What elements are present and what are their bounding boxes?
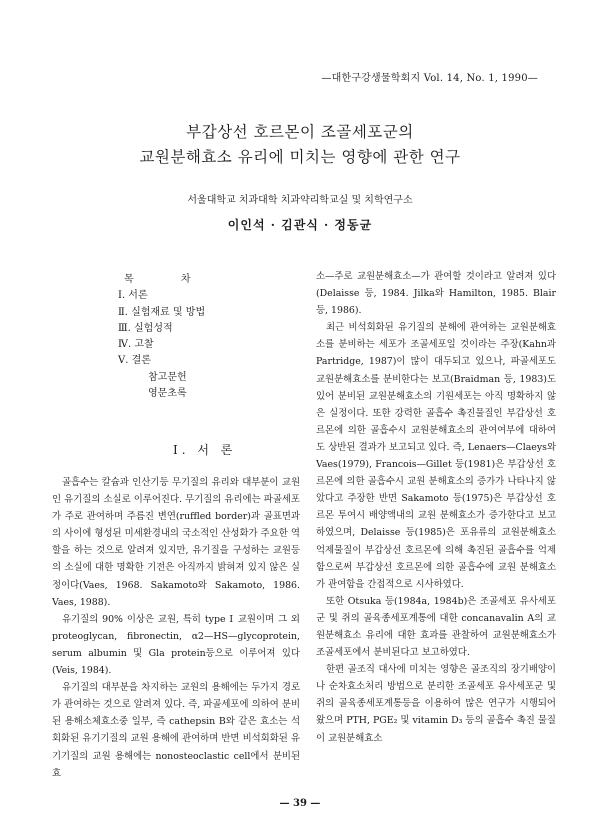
toc-item-results: Ⅲ. 실험성적 (118, 322, 173, 334)
paragraph: 한편 골조직 대사에 미치는 영향은 골조직의 장기배양이나 순차효소처리 방법으로 분리한 조골세포 유사세포군 및 쥐의 골육종세포계통등을 이용하여 많은 연구가 시행되어 왔으며 PTH, PGE₂ 및 vitamin D₃ 등의 골흡수 촉진 물질이 교원분해효소 (316, 664, 556, 744)
paragraph: 유기질의 대부분을 차지하는 교원의 용해에는 두가지 경로가 관여하는 것으로 알려져 있다. 즉, 파골세포에 의하여 분비된 용해소체효소중 일부, 즉 cathepsin B와 같은 효소는 석회화된 유기기질의 교원 용해에 관여하며 반면 비석회화된 유기기질의 교원 용해에는 nonosteoclastic cell에서 분비된 효 (52, 682, 300, 779)
affiliation: 서울대학교 치과대학 치과약리학교실 및 치학연구소 (187, 195, 413, 206)
toc-item-introduction: Ⅰ. 서론 (118, 290, 148, 302)
toc-item-conclusion: Ⅴ. 결론 (118, 355, 151, 367)
paragraph: 또한 Otsuka 등(1984a, 1984b)은 조골세포 유사세포군 및 쥐의 골육종세포계통에 대한 concanavalin A의 교원분해효소 유리에 대한 효과를 관찰하여 교원분해효소가 조골세포에서 분비된다고 보고하였다. (316, 595, 556, 659)
toc-item-discussion: Ⅳ. 고찰 (118, 339, 154, 351)
title-line-1: 부갑상선 호르몬이 조골세포군의 (186, 123, 414, 141)
paragraph: 소—주로 교원분해효소—가 관여할 것이라고 알려져 있다(Delaisse 등, 1984. Jilka와 Hamilton, 1985. Blair 등, 1986). (316, 271, 556, 317)
page-number: — 39 — (279, 798, 321, 809)
article-title (0, 120, 600, 170)
paragraph: 유기질의 90% 이상은 교원, 특히 type Ⅰ 교원이며 그 외 proteoglycan, fibronectin, α2—HS—glycoprotein, serum albumin 및 Gla protein등으로 이루어져 있다(Veis, 1984). (52, 613, 300, 677)
paragraph: 골흡수는 칼슘과 인산기등 무기질의 유리와 대부분이 교원인 유기질의 소실로 이루어진다. 무기질의 유리에는 파골세포가 주로 관여하며 주름진 변연(ruffled border)과 골표면과의 사이에 형성된 미세환경내의 국소적인 산성화가 주요한 역할을 하는 것으로 알려져 있지만, 유기질을 구성하는 교원등의 소실에 대한 명확한 기전은 아직까지 밝혀져 있지 않은 실정이다(Vaes, 1968. Sakamoto와 Sakamoto, 1986. Vaes, 1988). (52, 477, 300, 608)
right-column (316, 268, 556, 747)
journal-header: —대한구강생물학회지 Vol. 14, No. 1, 1990— (321, 73, 538, 84)
toc-item-references: 참고문헌 (148, 371, 187, 383)
title-line-2: 교원분해효소 유리에 미치는 영향에 관한 연구 (139, 148, 461, 166)
toc-item-english-abstract: 영문초록 (148, 388, 187, 400)
toc-item-materials-methods: Ⅱ. 실험재료 및 방법 (118, 306, 206, 318)
toc-title: 목 차 (124, 274, 213, 285)
paragraph: 최근 비석회화된 유기질의 분해에 관여하는 교원분해효소를 분비하는 세포가 조골세포일 것이라는 주장(Kahn과 Partridge, 1987)이 많이 대두되고 있으나, 파골세포도 교원분해효소를 분비한다는 보고(Braidman 등, 1983)도 있어 분비된 교원분해효소의 기원세포는 아직 명확하지 않은 실정이다. 또한 강력한 골흡수 촉진물질인 부갑상선 호르몬에 의한 골흡수시 교원분해효소의 관여여부에 대하여도 상반된 결과가 보고되고 있다. 즉, Lenaers—Claeys와 Vaes(1979), Francois—Gillet 등(1981)은 부갑상선 호르몬에 의한 골흡수시 교원 분해효소의 증가가 나타나지 않았다고 주장한 반면 Sakamoto 등(1975)은 부갑상선 호르몬 투여시 배양액내의 교원 분해효소가 증가한다고 보고하였으며, Delaisse 등(1985)은 포유류의 교원분해효소 억제물질이 부갑상선 호르몬에 의해 촉진된 골흡수를 억제함으로써 부갑상선 호르몬에 의한 골흡수에 교원 분해효소가 관여함을 간접적으로 시사하였다. (316, 322, 556, 590)
table-of-contents (118, 272, 268, 402)
section-heading-introduction: Ⅰ. 서 론 (173, 443, 237, 457)
left-column (52, 474, 300, 782)
authors: 이인석 · 김관식 · 정동균 (227, 218, 373, 232)
